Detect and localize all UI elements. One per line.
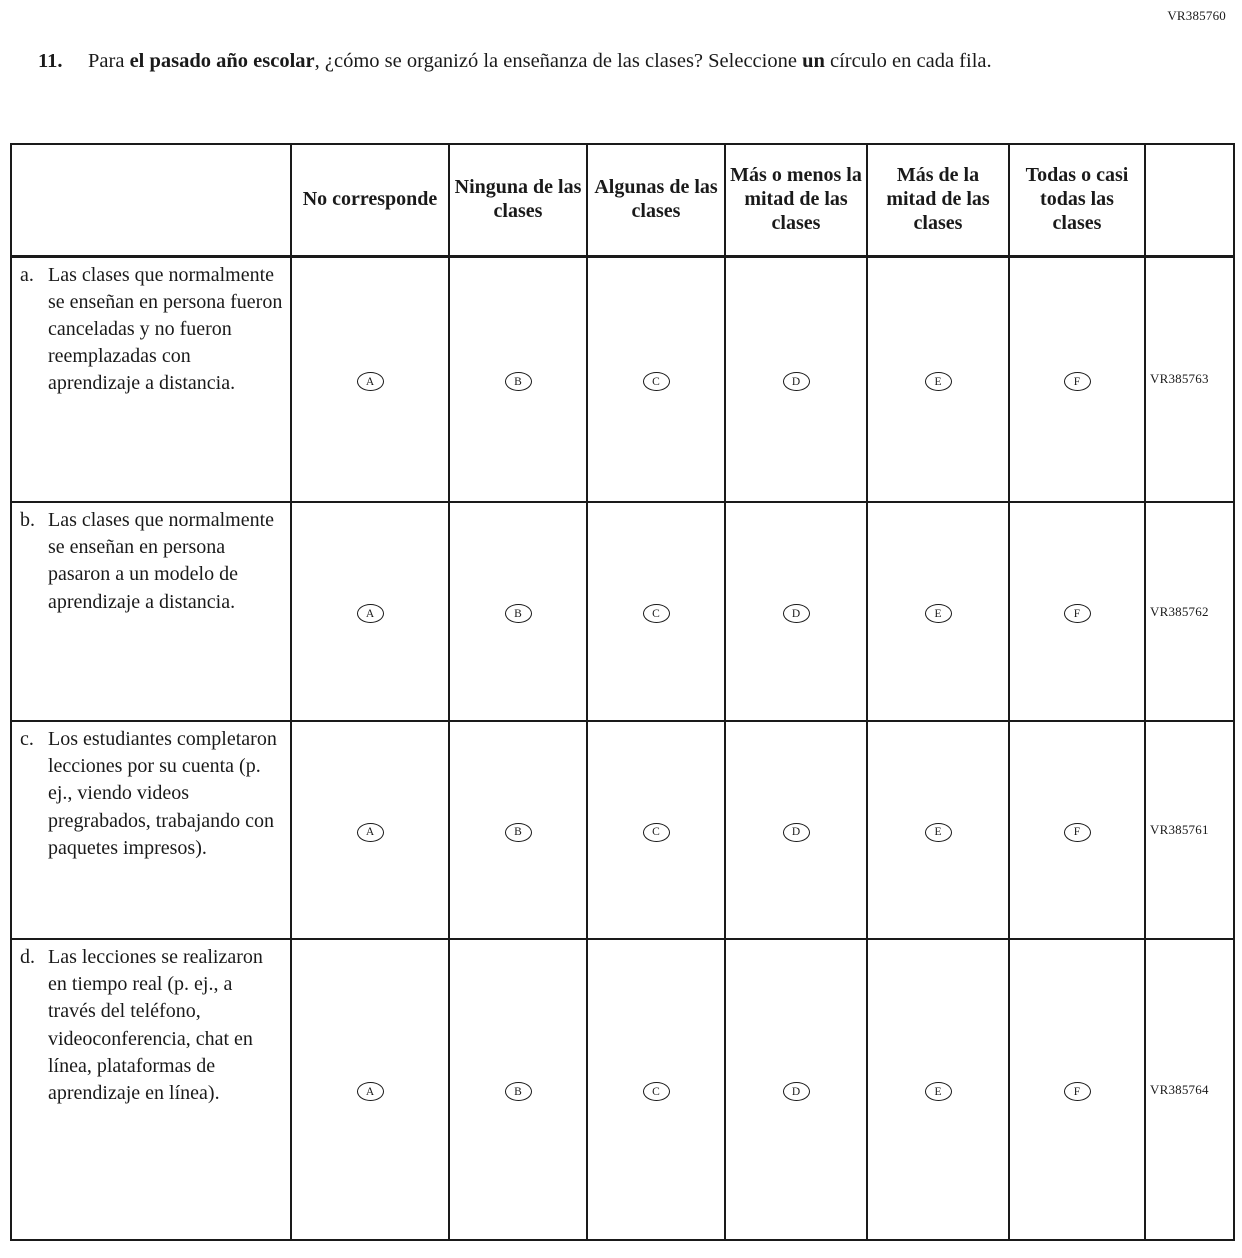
row-c-option-D[interactable]: D — [783, 823, 810, 842]
question-text-bold2: un — [802, 50, 825, 72]
row-a-text: Las clases que normalmente se enseñan en persona fueron canceladas y no fueron reemplazadas con aprendizaje a distancia. — [48, 263, 283, 395]
row-d-option-E[interactable]: E — [925, 1082, 952, 1101]
row-a-option-B[interactable]: B — [505, 372, 532, 391]
row-b-statement — [11, 502, 291, 721]
row-b-option-E[interactable]: E — [925, 604, 952, 623]
header-stub — [11, 144, 291, 256]
column-header-no-corresponde: No corresponde — [291, 144, 449, 256]
row-a-option-C[interactable]: C — [643, 372, 670, 391]
row-d-option-B[interactable]: B — [505, 1082, 532, 1101]
row-a-option-E[interactable]: E — [925, 372, 952, 391]
question-11 — [38, 48, 1138, 76]
row-a-option-A[interactable]: A — [357, 372, 384, 391]
row-c-option-A[interactable]: A — [357, 823, 384, 842]
row-b-code: VR385762 — [1145, 502, 1234, 721]
question-text — [88, 48, 992, 76]
question-text-part1: Para — [88, 50, 130, 72]
row-b-option-D[interactable]: D — [783, 604, 810, 623]
row-d-option-F[interactable]: F — [1064, 1082, 1091, 1101]
row-c-label: c. — [20, 728, 34, 750]
row-b-option-B[interactable]: B — [505, 604, 532, 623]
question-number: 11. — [38, 50, 63, 72]
row-d-option-D[interactable]: D — [783, 1082, 810, 1101]
row-c-statement — [11, 721, 291, 939]
row-a-label: a. — [20, 263, 34, 286]
row-c-text: Los estudiantes completaron lecciones por su cuenta (p. ej., viendo videos pregrabados, trabajando con paquetes impresos). — [48, 728, 277, 859]
row-c-option-E[interactable]: E — [925, 823, 952, 842]
table-row-c — [11, 721, 1234, 939]
row-d-label: d. — [20, 946, 35, 968]
question-text-part2: , ¿cómo se organizó la enseñanza de las clases? Seleccione — [314, 50, 803, 72]
question-text-part3: círculo en cada fila. — [824, 50, 992, 72]
response-grid — [10, 143, 1235, 1241]
header-row — [11, 144, 1234, 256]
row-d-code: VR385764 — [1145, 939, 1234, 1240]
row-b-option-A[interactable]: A — [357, 604, 384, 623]
row-d-option-C[interactable]: C — [643, 1082, 670, 1101]
row-b-label: b. — [20, 509, 35, 531]
column-header-mas-de-la-mitad: Más de la mitad de las clases — [867, 144, 1009, 256]
row-c-option-C[interactable]: C — [643, 823, 670, 842]
column-header-algunas: Algunas de las clases — [587, 144, 725, 256]
row-d-text: Las lecciones se realizaron en tiempo real (p. ej., a través del teléfono, videoconferencia, chat en línea, plataformas de aprendizaje en línea). — [48, 946, 263, 1104]
row-a-option-F[interactable]: F — [1064, 372, 1091, 391]
form-code: VR385760 — [1167, 8, 1226, 23]
row-b-option-F[interactable]: F — [1064, 604, 1091, 623]
table-row-b — [11, 502, 1234, 721]
row-a-statement — [11, 256, 291, 502]
table-row-a — [11, 256, 1234, 502]
row-c-code: VR385761 — [1145, 721, 1234, 939]
row-b-text: Las clases que normalmente se enseñan en persona pasaron a un modelo de aprendizaje a distancia. — [48, 509, 275, 613]
row-a-option-D[interactable]: D — [783, 372, 810, 391]
row-c-option-F[interactable]: F — [1064, 823, 1091, 842]
row-d-statement — [11, 939, 291, 1240]
column-header-ninguna: Ninguna de las clases — [449, 144, 587, 256]
table-row-d — [11, 939, 1234, 1240]
row-d-option-A[interactable]: A — [357, 1082, 384, 1101]
header-code-column — [1145, 144, 1234, 256]
question-text-bold1: el pasado año escolar — [129, 50, 315, 72]
row-a-code: VR385763 — [1145, 256, 1234, 502]
column-header-mas-o-menos-mitad: Más o menos la mitad de las clases — [725, 144, 867, 256]
row-c-option-B[interactable]: B — [505, 823, 532, 842]
column-header-todas: Todas o casi todas las clases — [1009, 144, 1145, 256]
row-b-option-C[interactable]: C — [643, 604, 670, 623]
